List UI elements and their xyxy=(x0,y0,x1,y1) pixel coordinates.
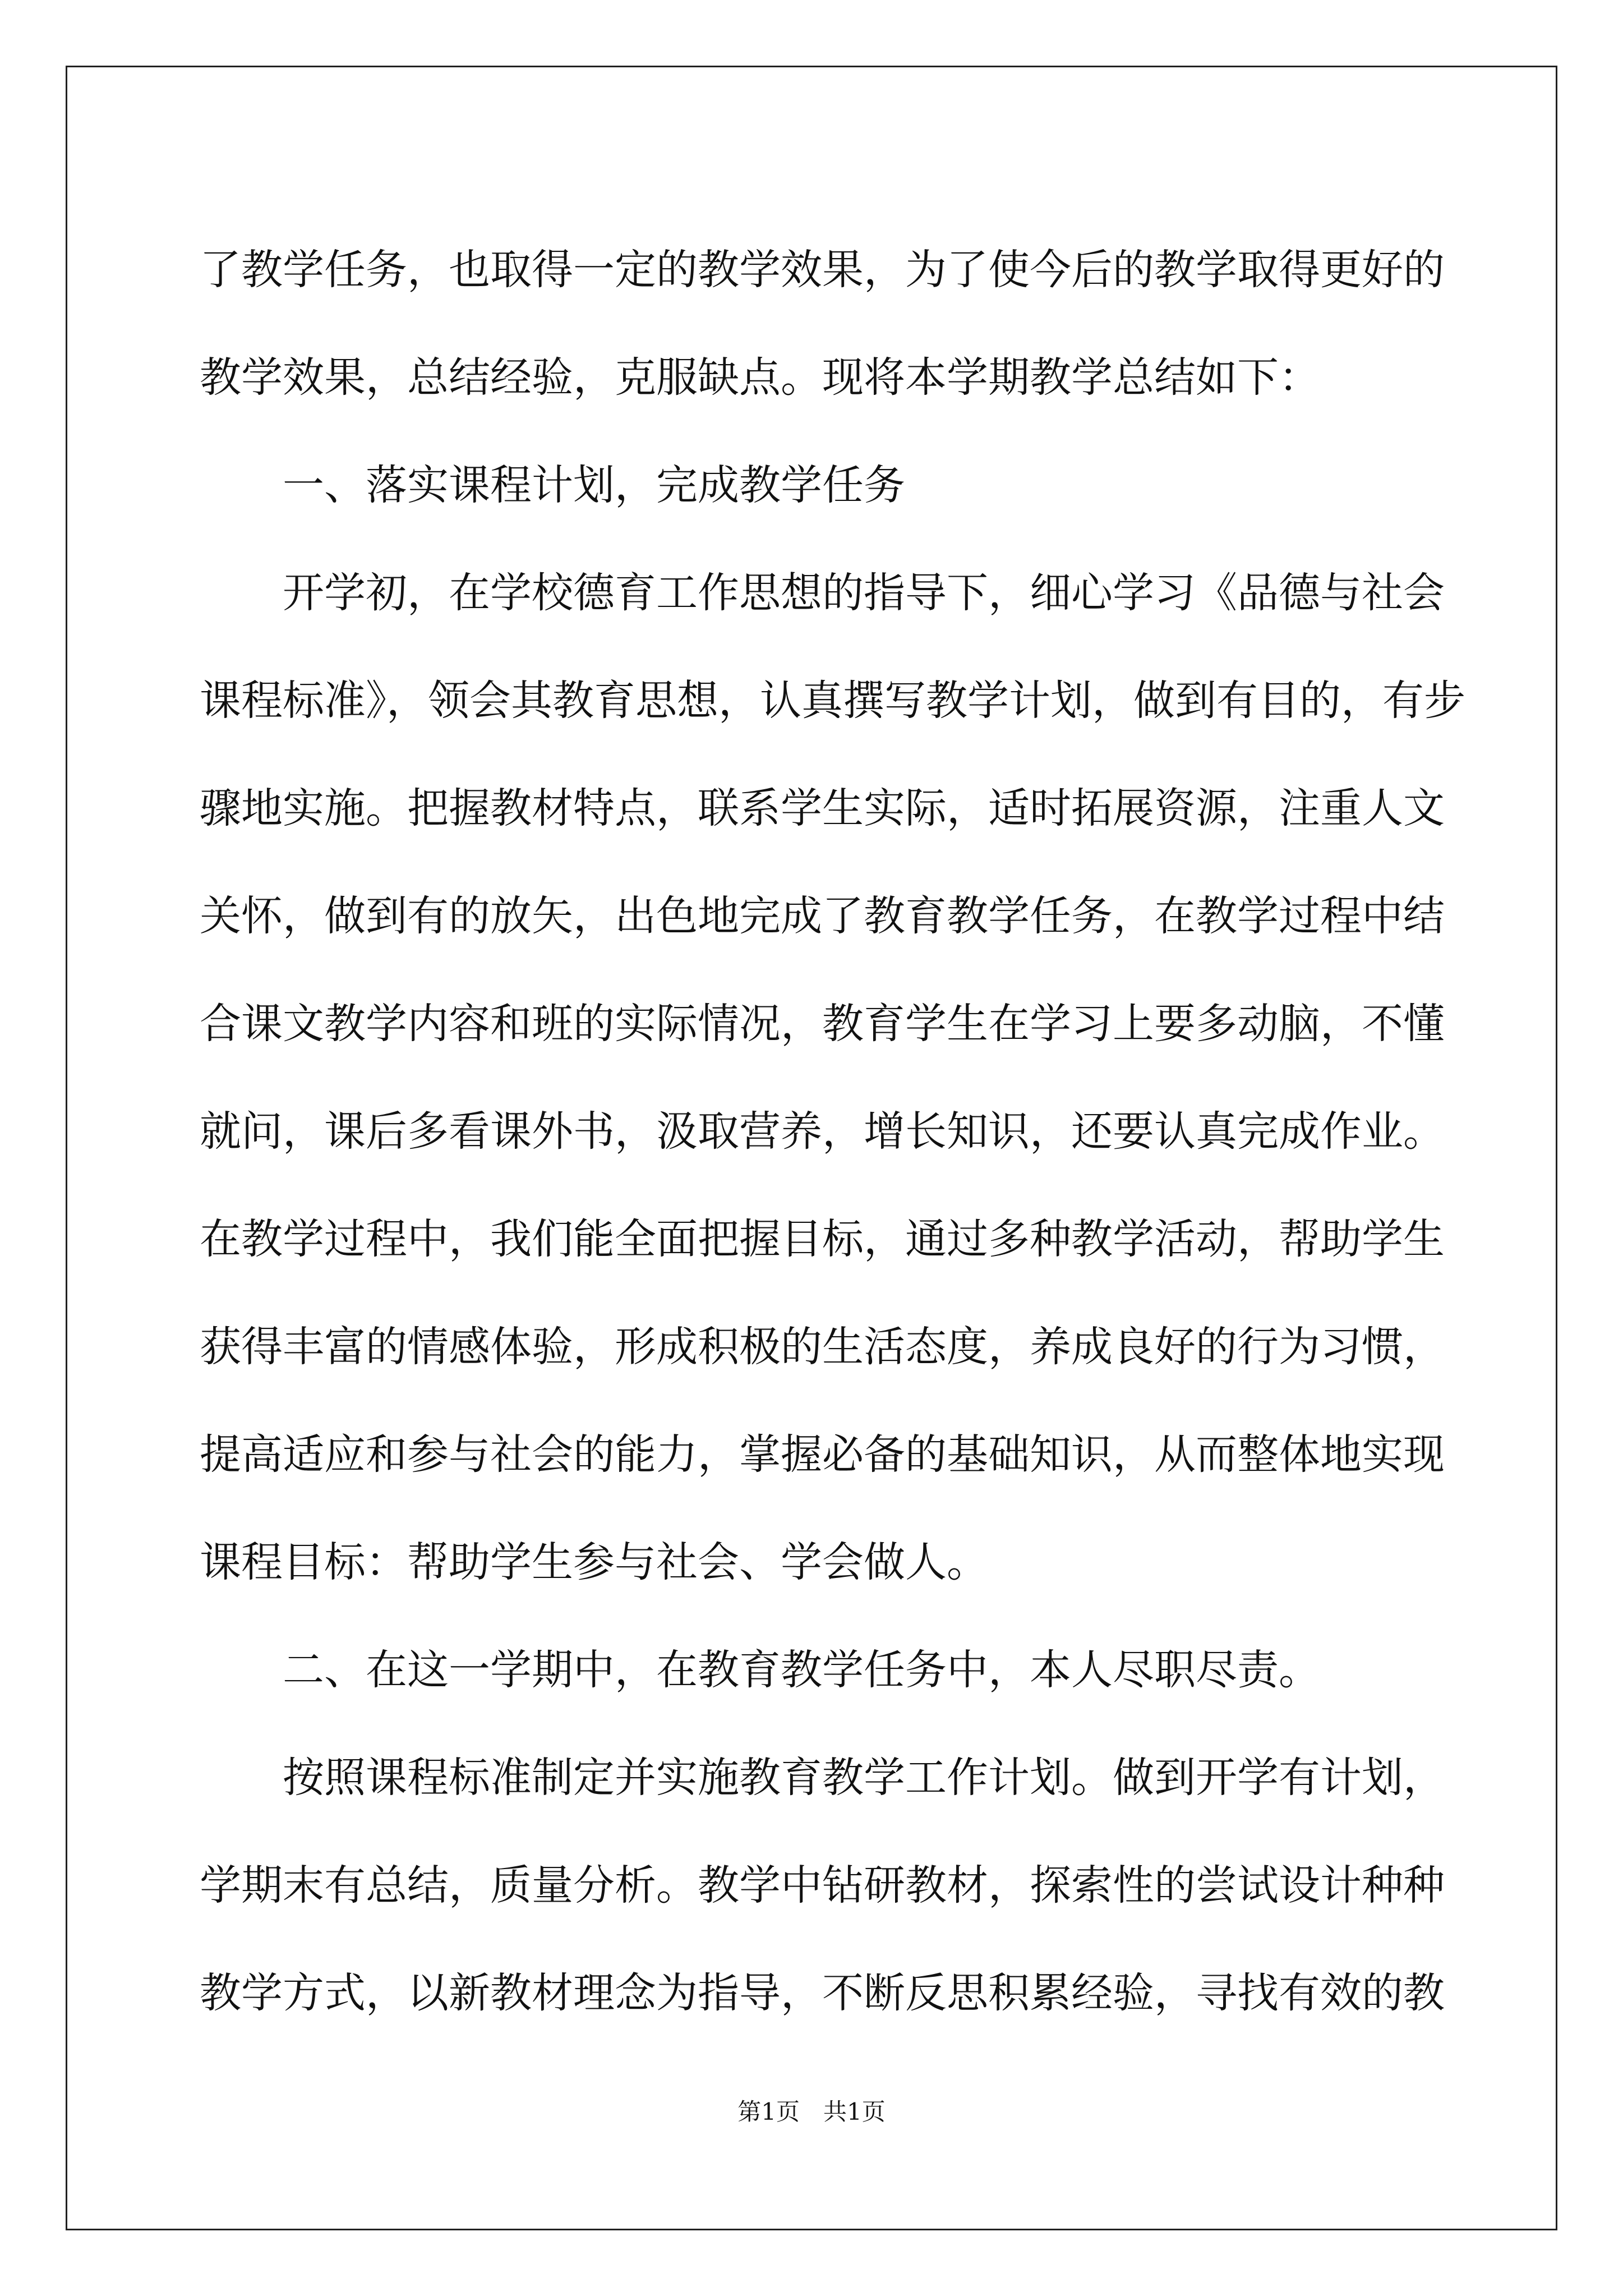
section-heading: 一、落实课程计划，完成教学任务 xyxy=(283,461,905,509)
document-body xyxy=(200,216,1465,2047)
text-line: 教学方式，以新教材理念为指导，不断反思积累经验，寻找有效的教 xyxy=(200,1969,1445,2017)
text-line: 按照课程标准制定并实施教育教学工作计划。做到开学有计划， xyxy=(283,1754,1445,1802)
text-line: 提高适应和参与社会的能力，掌握必备的基础知识，从而整体地实现 xyxy=(200,1430,1445,1479)
text-line: 学期末有总结，质量分析。教学中钻研教材，探索性的尝试设计种种 xyxy=(200,1861,1445,1910)
text-line: 获得丰富的情感体验，形成积极的生活态度，养成良好的行为习惯， xyxy=(200,1323,1445,1371)
text-line: 教学效果，总结经验，克服缺点。现将本学期教学总结如下： xyxy=(200,353,1320,402)
text-line: 关怀，做到有的放矢，出色地完成了教育教学任务，在教学过程中结 xyxy=(200,892,1445,940)
text-line: 合课文教学内容和班的实际情况，教育学生在学习上要多动脑，不懂 xyxy=(200,1000,1445,1048)
text-line: 课程目标：帮助学生参与社会、学会做人。 xyxy=(200,1538,988,1586)
text-line: 就问，课后多看课外书，汲取营养，增长知识，还要认真完成作业。 xyxy=(200,1107,1445,1156)
text-line: 课程标准》，领会其教育思想，认真撰写教学计划，做到有目的，有步 xyxy=(200,677,1465,725)
section-heading: 二、在这一学期中，在教育教学任务中，本人尽职尽责。 xyxy=(283,1646,1320,1694)
text-line: 了教学任务，也取得一定的教学效果，为了使今后的教学取得更好的 xyxy=(200,246,1445,294)
text-line: 在教学过程中，我们能全面把握目标，通过多种教学活动，帮助学生 xyxy=(200,1215,1445,1263)
page-footer: 第1页 共1页 xyxy=(737,2098,886,2125)
text-line: 骤地实施。把握教材特点，联系学生实际，适时拓展资源，注重人文 xyxy=(200,784,1445,832)
text-line: 开学初，在学校德育工作思想的指导下，细心学习《品德与社会 xyxy=(283,569,1445,617)
